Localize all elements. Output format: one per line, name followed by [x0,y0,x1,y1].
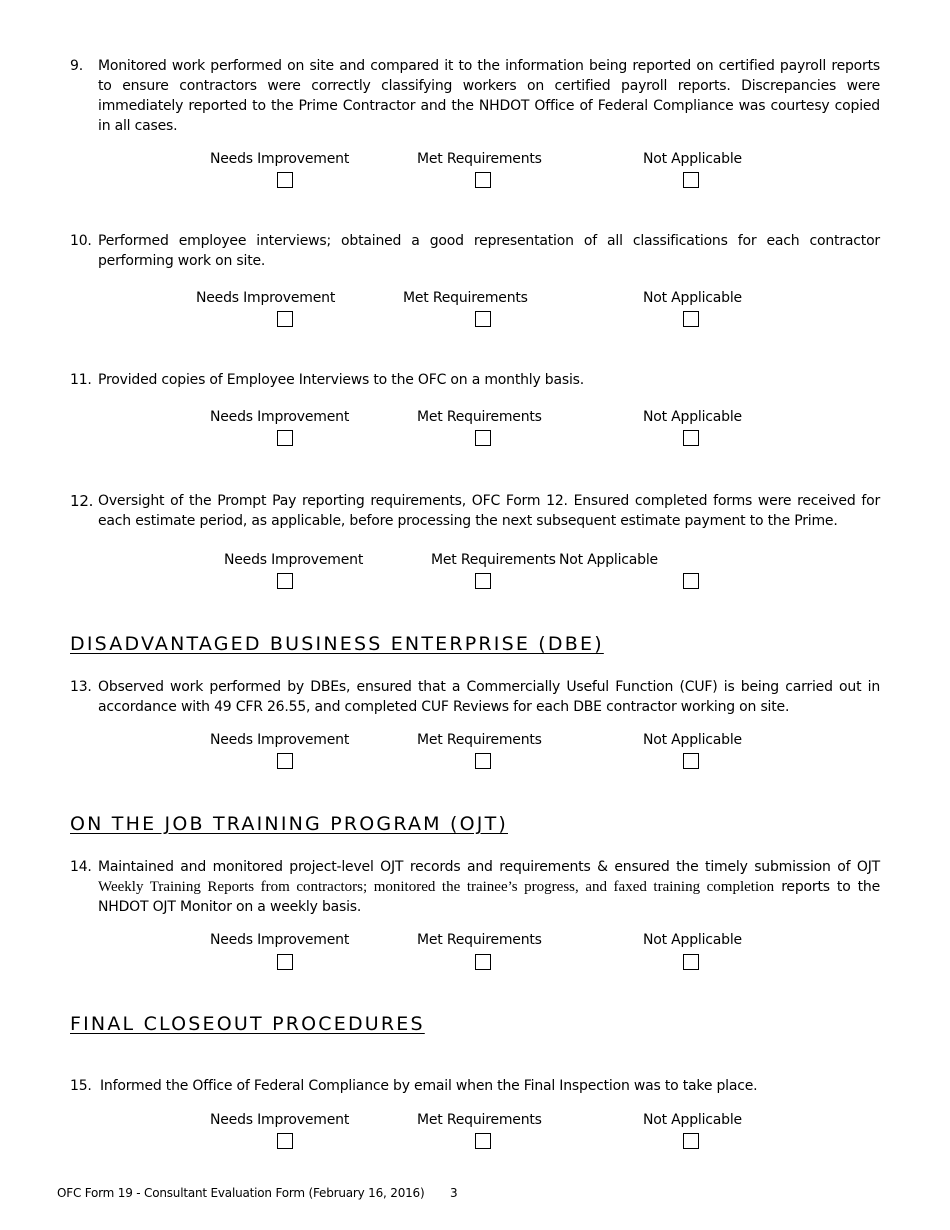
needs-improvement-label: Needs Improvement [210,409,350,425]
needs-improvement-checkbox[interactable] [277,172,293,188]
met-requirements-checkbox[interactable] [475,172,491,188]
met-requirements-label: Met Requirements [417,1112,542,1128]
item-text: Performed employee interviews; obtained a good representation of all classifications for each contractor performing work on site. [98,233,880,269]
needs-improvement-checkbox[interactable] [277,573,293,589]
not-applicable-checkbox[interactable] [683,573,699,589]
page-number: 3 [450,1186,458,1200]
item-text: Provided copies of Employee Interviews to the OFC on a monthly basis. [98,372,584,388]
not-applicable-checkbox[interactable] [683,753,699,769]
needs-improvement-checkbox[interactable] [277,311,293,327]
not-applicable-label: Not Applicable [643,290,742,306]
item-14 [70,857,880,917]
met-requirements-label: Met Requirements [417,732,542,748]
section-heading-dbe: DISADVANTAGED BUSINESS ENTERPRISE (DBE) [70,633,604,655]
needs-improvement-label: Needs Improvement [210,1112,350,1128]
met-requirements-label: Met Requirements [417,151,542,167]
not-applicable-label: Not Applicable [643,732,742,748]
item-number: 13. [70,679,92,695]
met-requirements-label: Met Requirements [403,290,528,306]
not-applicable-checkbox[interactable] [683,1133,699,1149]
item-number: 12. [70,492,94,510]
item-number: 14. [70,859,92,875]
item-text: Monitored work performed on site and compared it to the information being reported on certified payroll reports to ensure contractors were correctly classifying workers on certified payroll reports. Discrepancies were immediately reported to the Prime Contractor and the NHDOT Office of Federal Compliance was courtesy copied in all cases. [98,58,880,134]
met-requirements-checkbox[interactable] [475,753,491,769]
item-15 [70,1076,880,1096]
item-13 [70,677,880,717]
not-applicable-checkbox[interactable] [683,430,699,446]
not-applicable-checkbox[interactable] [683,172,699,188]
not-applicable-label: Not Applicable [559,552,658,568]
needs-improvement-checkbox[interactable] [277,753,293,769]
needs-improvement-checkbox[interactable] [277,954,293,970]
item-12 [70,491,880,531]
footer-form-title: OFC Form 19 - Consultant Evaluation Form (February 16, 2016) [57,1186,425,1200]
section-heading-ojt: ON THE JOB TRAINING PROGRAM (OJT) [70,813,508,835]
needs-improvement-label: Needs Improvement [210,151,350,167]
not-applicable-label: Not Applicable [643,151,742,167]
item-text [98,857,880,917]
needs-improvement-checkbox[interactable] [277,430,293,446]
item-text-line-1: Maintained and monitored project-level OJT records and requirements & ensured the timely submission of OJT [98,859,880,875]
not-applicable-label: Not Applicable [643,409,742,425]
item-text: Observed work performed by DBEs, ensured that a Commercially Useful Function (CUF) is being carried out in accordance with 49 CFR 26.55, and completed CUF Reviews for each DBE contractor working on site. [98,679,880,715]
met-requirements-checkbox[interactable] [475,311,491,327]
needs-improvement-label: Needs Improvement [210,732,350,748]
not-applicable-label: Not Applicable [643,1112,742,1128]
met-requirements-checkbox[interactable] [475,954,491,970]
item-10 [70,231,880,271]
met-requirements-checkbox[interactable] [475,430,491,446]
item-number: 15. [70,1078,92,1094]
met-requirements-label: Met Requirements [417,932,542,948]
not-applicable-checkbox[interactable] [683,954,699,970]
item-9 [70,56,880,136]
needs-improvement-label: Needs Improvement [210,932,350,948]
item-11 [70,370,880,390]
item-text: Oversight of the Prompt Pay reporting requirements, OFC Form 12. Ensured completed forms were received for each estimate period, as applicable, before processing the next subsequent estimate payment to the Prime. [98,493,880,529]
not-applicable-checkbox[interactable] [683,311,699,327]
needs-improvement-checkbox[interactable] [277,1133,293,1149]
met-requirements-label: Met Requirements [431,552,556,568]
section-heading-closeout: FINAL CLOSEOUT PROCEDURES [70,1013,425,1035]
item-number: 11. [70,372,92,388]
item-text: Informed the Office of Federal Compliance by email when the Final Inspection was to take place. [100,1078,758,1094]
met-requirements-label: Met Requirements [417,409,542,425]
met-requirements-checkbox[interactable] [475,573,491,589]
not-applicable-label: Not Applicable [643,932,742,948]
item-text-line-3: reports to the NHDOT OJT Monitor on a weekly basis. [98,879,880,915]
met-requirements-checkbox[interactable] [475,1133,491,1149]
needs-improvement-label: Needs Improvement [196,290,336,306]
item-text-line-2: Weekly Training Reports from contractors; monitored the trainee’s progress, and faxed training completion [98,879,775,895]
item-number: 9. [70,58,83,74]
needs-improvement-label: Needs Improvement [224,552,364,568]
item-number: 10. [70,233,92,249]
